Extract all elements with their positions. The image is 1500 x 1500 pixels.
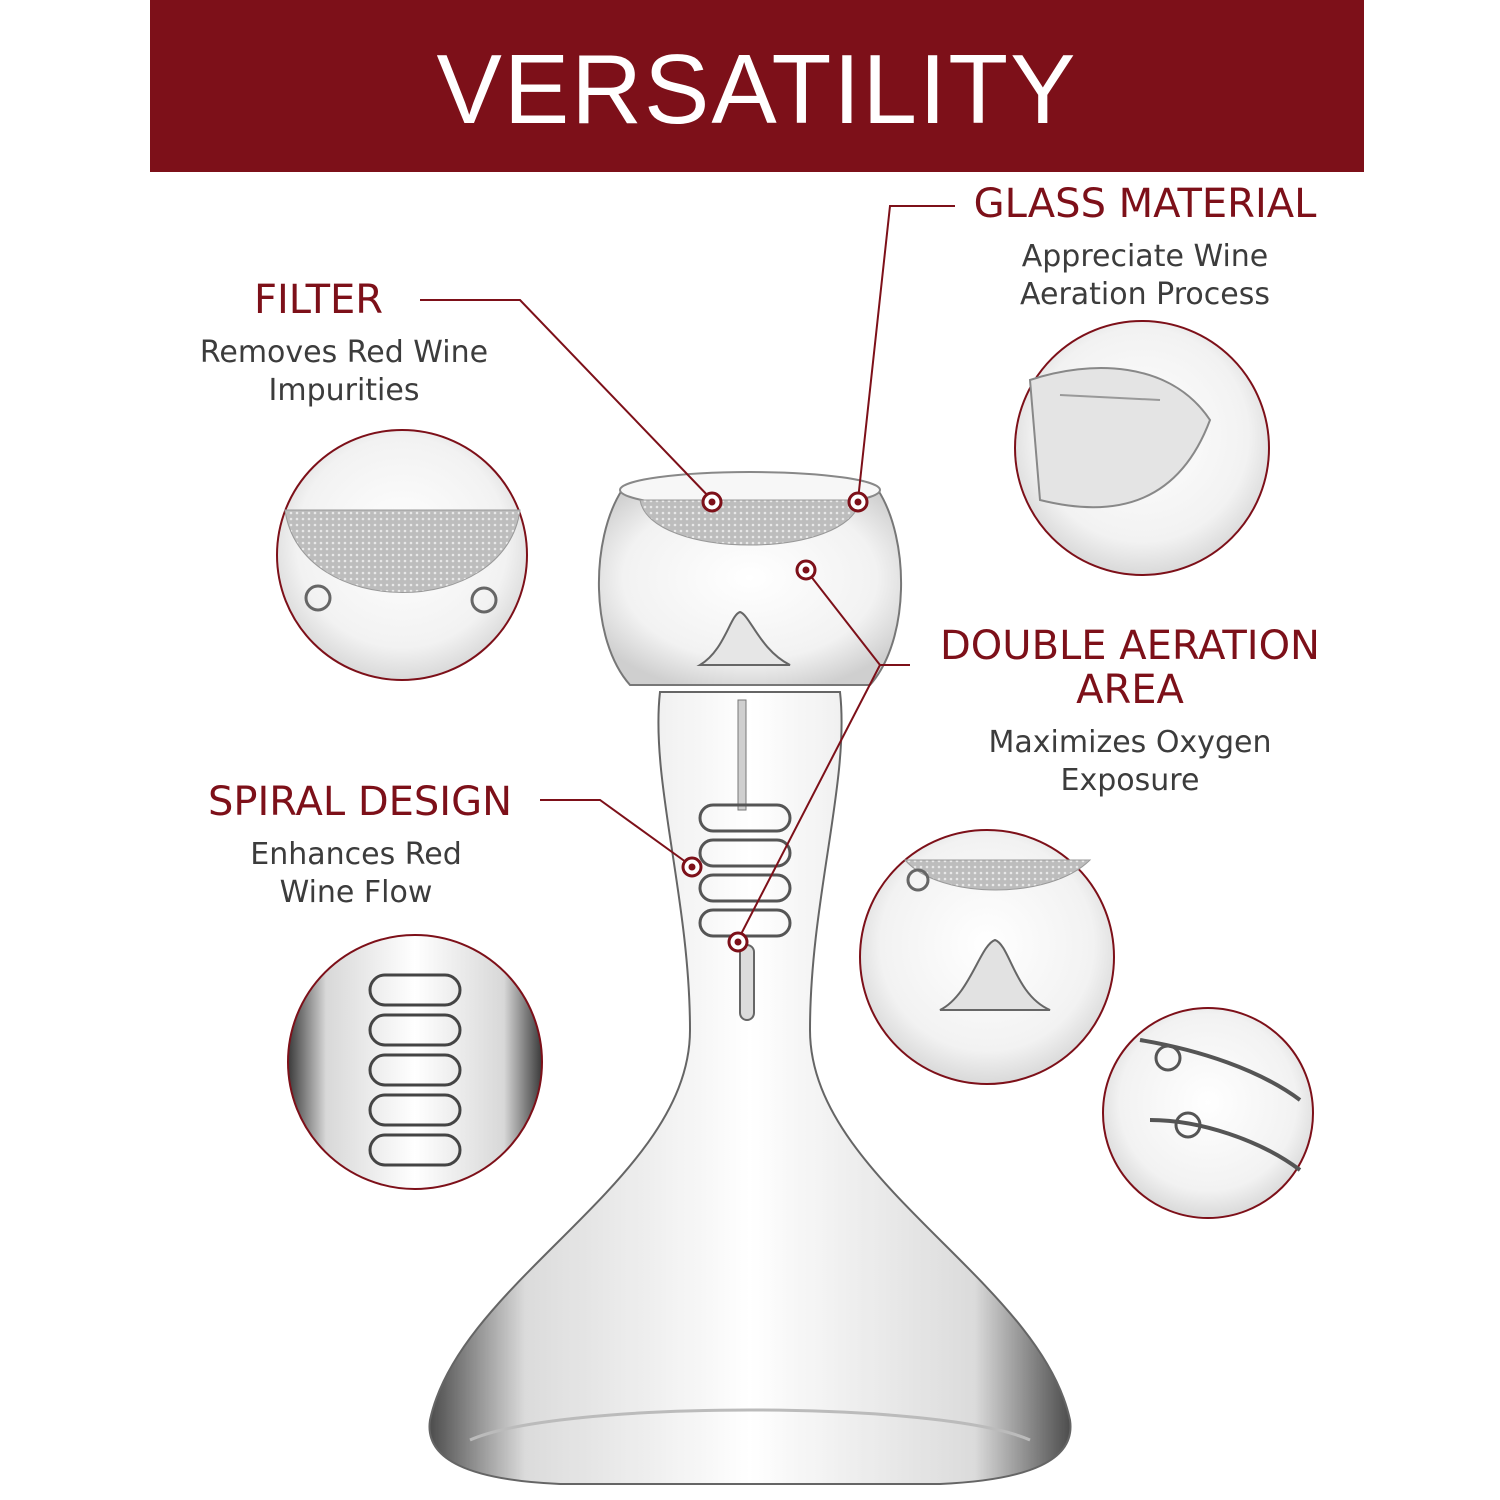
double-aeration-desc-line1: Maximizes Oxygen [988,725,1272,760]
label-filter [150,278,510,410]
label-double-aeration [910,624,1350,800]
zoom-circle-aeration-spiral [1103,1008,1313,1218]
spiral-design-title: SPIRAL DESIGN [207,779,513,825]
glass-material-title: GLASS MATERIAL [973,181,1317,227]
filter-desc-line2: Impurities [268,373,420,408]
zoom-circle-aeration-bowl [860,830,1114,1084]
filter-desc [178,334,510,410]
filter-desc-line1: Removes Red Wine [199,335,489,370]
spiral-design-desc [177,836,535,912]
spiral-design-desc-line1: Enhances Red [250,837,462,872]
double-aeration-desc-line2: Exposure [1060,763,1200,798]
double-aeration-title-line2: AREA [1076,667,1184,713]
zoom-circle-spiral [288,935,542,1189]
glass-material-desc-line1: Appreciate Wine [1021,239,1269,274]
label-spiral-design [185,780,535,912]
zoom-circle-glass [1015,321,1269,575]
glass-material-desc-line2: Aeration Process [1020,277,1270,312]
double-aeration-desc [910,724,1350,800]
glass-material-desc [955,238,1335,314]
double-aeration-title-line1: DOUBLE AERATION [940,623,1320,669]
zoom-circle-filter [277,430,527,680]
label-glass-material [955,182,1335,314]
spiral-design-desc-line2: Wine Flow [279,875,433,910]
filter-title: FILTER [254,277,384,323]
page-title: VERSATILITY [436,33,1078,144]
